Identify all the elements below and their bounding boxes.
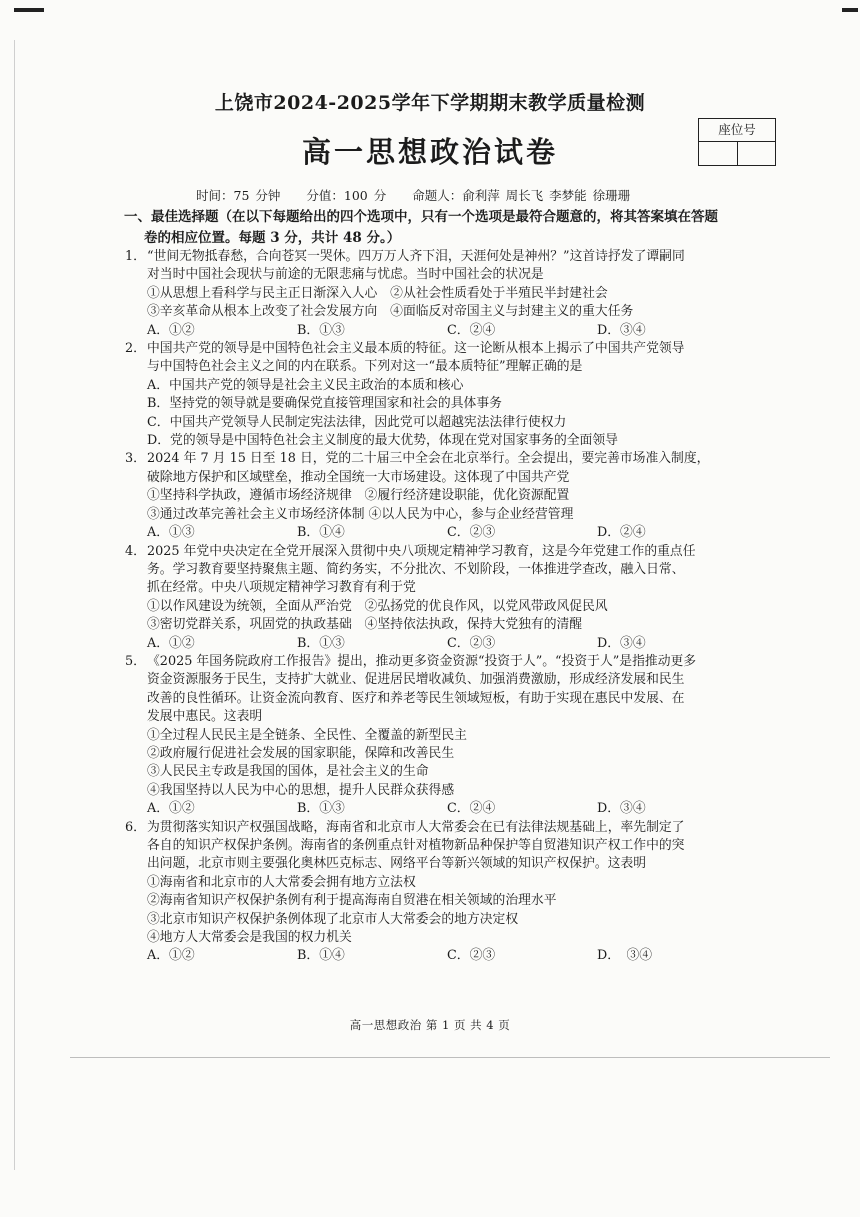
question-stem-text: 中国共产党的领导是中国特色社会主义最本质的特征。这一论断从根本上揭示了中国共产党领导: [147, 341, 685, 357]
question-option-line: ③通过改革完善社会主义市场经济体制 ④以人民为中心，参与企业经营管理: [147, 506, 574, 522]
question-stem-line: [125, 248, 775, 266]
question-stem-text: 出问题，北京市则主要强化奥林匹克标志、网络平台等新兴领域的知识产权保护。这表明: [147, 856, 647, 872]
section-heading: [124, 207, 784, 249]
question-option-line: ②海南省知识产权保护条例有利于提高海南自贸港在相关领域的治理水平: [147, 893, 557, 909]
section-heading-line: 卷的相应位置。每题 3 分，共计 48 分。）: [144, 230, 401, 246]
answer-choice: A．①②: [147, 948, 195, 964]
answer-choice: C．②③: [447, 948, 496, 964]
answer-choices: [125, 800, 775, 818]
question: [125, 653, 775, 819]
question: [125, 819, 775, 966]
answer-choice: A．①②: [147, 322, 195, 338]
question-stem-line: [125, 579, 775, 597]
question-stem-text: 2025 年党中央决定在全党开展深入贯彻中央八项规定精神学习教育，这是今年党建工作的重点任: [147, 543, 696, 559]
question-option-line: B．坚持党的领导就是要确保党直接管理国家和社会的具体事务: [147, 396, 502, 412]
question-stem-line: [125, 671, 775, 689]
question-option-line: A．中国共产党的领导是社会主义民主政治的本质和核心: [147, 377, 464, 393]
scan-edge: [14, 40, 15, 1170]
page-footer: 高一思想政治 第 1 页 共 4 页: [349, 1018, 511, 1032]
question-option-line: ①以作风建设为统领，全面从严治党 ②弘扬党的优良作风，以党风带政风促民风: [147, 598, 608, 614]
exam-time: 时间：75 分钟: [196, 188, 281, 203]
question-option-line: ③北京市知识产权保护条例体现了北京市人大常委会的地方决定权: [147, 911, 519, 927]
question-option-line: ③人民民主专政是我国的国体，是社会主义的生命: [147, 764, 429, 780]
question-number: 6．: [125, 819, 146, 835]
question-option-line: C．中国共产党领导人民制定宪法法律，因此党可以超越宪法法律行使权力: [147, 414, 567, 430]
question-option-line: ③辛亥革命从根本上改变了社会发展方向 ④面临反对帝国主义与封建主义的重大任务: [147, 304, 634, 320]
question-stem-text: 发展中惠民。这表明: [147, 709, 263, 725]
seat-number-cell: [738, 142, 776, 165]
answer-choice: B．①④: [297, 948, 345, 964]
question: [125, 340, 775, 450]
question-stem-line: [125, 543, 775, 561]
question-stem-line: [125, 561, 775, 579]
question-stem-line: [125, 469, 775, 487]
question-number: 3．: [125, 451, 146, 467]
question: [125, 248, 775, 340]
question-stem-text: 2024 年 7 月 15 日至 18 日，党的二十届三中全会在北京举行。全会提出，要完善市场准入制度，: [147, 451, 710, 467]
question-stem-line: [125, 358, 775, 376]
question-stem-line: [125, 450, 775, 468]
answer-choices: [125, 635, 775, 653]
answer-choice: D． ③④: [597, 948, 653, 964]
question-stem-text: 抓在经常。中央八项规定精神学习教育有利于党: [147, 580, 416, 596]
answer-choice: C．②③: [447, 525, 496, 541]
answer-choice: C．②④: [447, 801, 496, 817]
answer-choice: A．①③: [147, 525, 195, 541]
question: [125, 450, 775, 542]
seat-number-box: [698, 118, 776, 166]
exam-info: [196, 186, 650, 204]
answer-choice: D．③④: [597, 322, 646, 338]
answer-choice: D．③④: [597, 801, 646, 817]
question-stem-text: “世间无物抵春愁，合向苍冥一哭休。四万万人齐下泪，天涯何处是神州？”这首诗抒发了谭嗣同: [147, 249, 685, 264]
answer-choices: [125, 947, 775, 965]
question-stem-text: 为贯彻落实知识产权强国战略，海南省和北京市人大常委会在已有法律法规基础上，率先制定了: [147, 819, 685, 835]
question-stem-text: 资金资源服务于民生，支持扩大就业、促进居民增收减负、加强消费激励，形成经济发展和民生: [147, 672, 685, 688]
answer-choice: B．①③: [297, 635, 345, 651]
question: [125, 543, 775, 653]
question-option-line: ②政府履行促进社会发展的国家职能，保障和改善民生: [147, 745, 455, 761]
question-list: [125, 248, 775, 966]
question-option-line: ①海南省和北京市的人大常委会拥有地方立法权: [147, 874, 416, 890]
question-stem-line: [125, 690, 775, 708]
answer-choice: A．①②: [147, 801, 195, 817]
question-number: 5．: [125, 653, 146, 669]
answer-choice: C．②③: [447, 635, 496, 651]
answer-choice: B．①③: [297, 322, 345, 338]
answer-choice: D．③④: [597, 635, 646, 651]
question-stem-line: [125, 819, 775, 837]
subject-title: 高一思想政治试卷: [301, 135, 558, 169]
question-option-line: ③密切党群关系，巩固党的执政基础 ④坚持依法执政，保持大党独有的清醒: [147, 617, 583, 633]
scan-mark: [842, 8, 858, 12]
question-stem-line: [125, 855, 775, 873]
question-stem-text: 破除地方保护和区域壁垒，推动全国统一大市场建设。这体现了中国共产党: [147, 469, 570, 485]
question-stem-text: 与中国特色社会主义之间的内在联系。下列对这一“最本质特征”理解正确的是: [147, 359, 583, 375]
answer-choice: D．②④: [597, 525, 646, 541]
scan-mark: [14, 8, 44, 12]
exam-authors: 命题人：俞利萍 周长飞 李梦能 徐珊珊: [412, 188, 631, 203]
question-stem-line: [125, 340, 775, 358]
section-heading-line: 一、最佳选择题（在以下每题给出的四个选项中，只有一个选项是最符合题意的，将其答案填在答题: [124, 209, 718, 225]
page-divider: [70, 1057, 830, 1058]
question-stem-line: [125, 653, 775, 671]
question-number: 1．: [125, 249, 146, 264]
question-option-line: ①从思想上看科学与民主正日渐深入人心 ②从社会性质看处于半殖民半封建社会: [147, 285, 608, 301]
answer-choice: B．①④: [297, 525, 345, 541]
question-stem-line: [125, 708, 775, 726]
question-stem-line: [125, 266, 775, 284]
question-option-line: ④我国坚持以人民为中心的思想，提升人民群众获得感: [147, 782, 455, 798]
exam-score: 分值：100 分: [306, 188, 387, 203]
question-option-line: ①全过程人民民主是全链条、全民性、全覆盖的新型民主: [147, 727, 467, 743]
question-stem-text: 改善的良性循环。让资金流向教育、医疗和养老等民生领域短板，有助于实现在惠民中发展、在: [147, 690, 685, 706]
exam-title: 上饶市2024-2025学年下学期期末教学质量检测: [214, 92, 646, 114]
question-stem-text: 务。学习教育要坚持聚焦主题、简约务实，不分批次、不划阶段，一体推进学查改，融入日常、: [147, 561, 685, 577]
question-number: 2．: [125, 341, 146, 357]
answer-choices: [125, 524, 775, 542]
question-option-line: ①坚持科学执政，遵循市场经济规律 ②履行经济建设职能，优化资源配置: [147, 488, 570, 504]
seat-number-label: 座位号: [699, 119, 775, 142]
question-stem-line: [125, 837, 775, 855]
question-stem-text: 各自的知识产权保护条例。海南省的条例重点针对植物新品种保护等自贸港知识产权工作中的突: [147, 838, 685, 853]
question-stem-text: 《2025 年国务院政府工作报告》提出，推动更多资金资源“投资于人”。“投资于人”是指推动更多: [147, 653, 697, 669]
question-option-line: ④地方人大常委会是我国的权力机关: [147, 930, 352, 946]
answer-choice: B．①③: [297, 801, 345, 817]
answer-choice: A．①②: [147, 635, 195, 651]
question-option-line: D．党的领导是中国特色社会主义制度的最大优势，体现在党对国家事务的全面领导: [147, 433, 618, 449]
answer-choice: C．②④: [447, 322, 496, 338]
seat-number-cell: [699, 142, 738, 165]
answer-choices: [125, 322, 775, 340]
question-number: 4．: [125, 543, 146, 559]
question-stem-text: 对当时中国社会现状与前途的无限悲痛与忧虑。当时中国社会的状况是: [147, 267, 544, 283]
